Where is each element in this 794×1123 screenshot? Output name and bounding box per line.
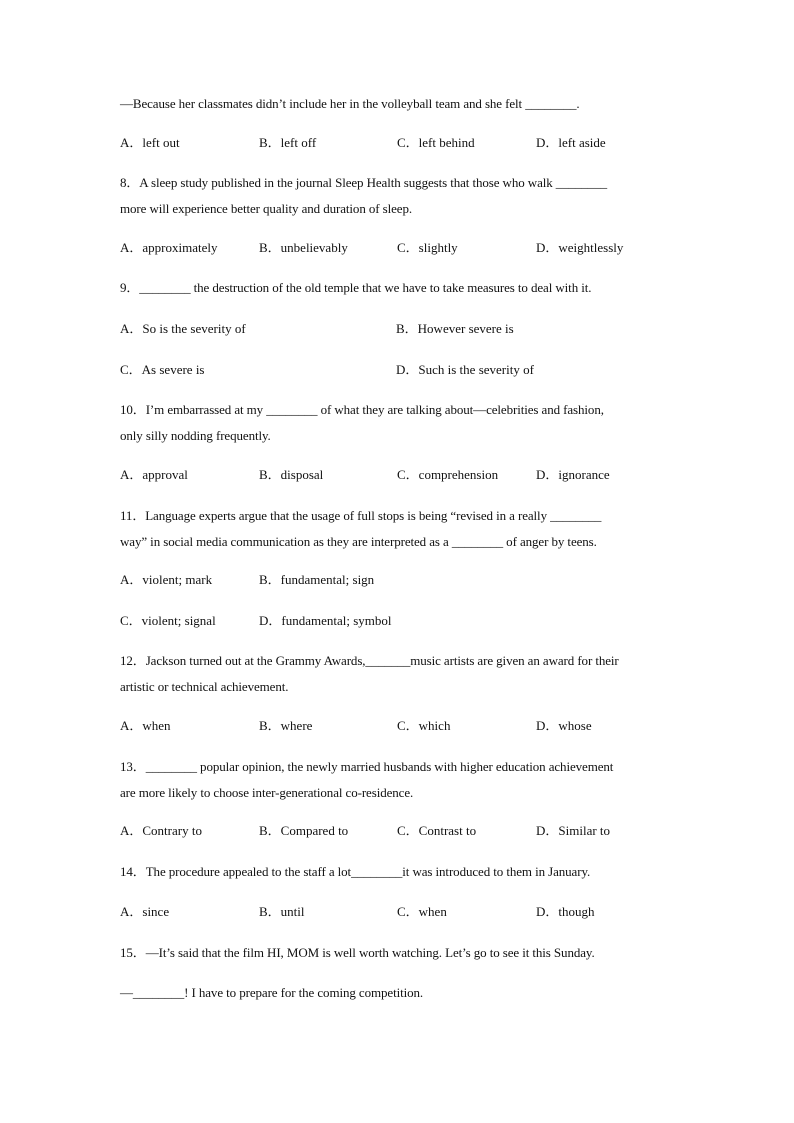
q9-option-d: D．Such is the severity of <box>396 362 534 377</box>
q14-text: 14．The procedure appealed to the staff a lot________it was introduced to them in January. <box>120 864 591 879</box>
q10-option-c: C．comprehension <box>397 467 499 482</box>
q13-text-line2: are more likely to choose inter-generational co-residence. <box>120 785 414 800</box>
q11-option-b: B．fundamental; sign <box>259 572 375 587</box>
q12-option-d: D．whose <box>536 718 592 733</box>
q10-text-line1: 10．I’m embarrassed at my ________ of what they are talking about—celebrities and fashion, <box>120 402 604 417</box>
q9-option-a: A．So is the severity of <box>120 321 246 336</box>
q11-option-d: D．fundamental; symbol <box>259 613 392 628</box>
q9-text: 9．________ the destruction of the old temple that we have to take measures to deal with it. <box>120 280 592 295</box>
q15-text-line2: —________! I have to prepare for the coming competition. <box>120 985 424 1000</box>
q7-option-c: C．left behind <box>397 135 475 150</box>
q14-option-a: A．since <box>120 904 170 919</box>
q11-text-line1: 11．Language experts argue that the usage of full stops is being “revised in a really ________ <box>120 508 602 523</box>
q7-option-d: D．left aside <box>536 135 606 150</box>
q9-option-b: B．However severe is <box>396 321 514 336</box>
q10-option-d: D．ignorance <box>536 467 610 482</box>
q15-text-line1: 15．—It’s said that the film HI, MOM is well worth watching. Let’s go to see it this Sunday. <box>120 945 595 960</box>
q7-text: —Because her classmates didn’t include her in the volleyball team and she felt ________. <box>120 96 580 111</box>
q8-option-d: D．weightlessly <box>536 240 624 255</box>
q10-text-line2: only silly nodding frequently. <box>120 428 271 443</box>
q14-option-b: B．until <box>259 904 305 919</box>
q7-option-a: A．left out <box>120 135 180 150</box>
q13-option-d: D．Similar to <box>536 823 611 838</box>
q10-option-a: A．approval <box>120 467 188 482</box>
q9-option-c: C．As severe is <box>120 362 205 377</box>
q12-option-c: C．which <box>397 718 451 733</box>
q13-option-c: C．Contrast to <box>397 823 477 838</box>
q8-text-line1: 8．A sleep study published in the journal Sleep Health suggests that those who walk ________ <box>120 175 608 190</box>
q8-option-a: A．approximately <box>120 240 218 255</box>
q8-text-line2: more will experience better quality and duration of sleep. <box>120 201 413 216</box>
q14-option-c: C．when <box>397 904 447 919</box>
q10-option-b: B．disposal <box>259 467 324 482</box>
q14-option-d: D．though <box>536 904 595 919</box>
q13-text-line1: 13．________ popular opinion, the newly married husbands with higher education achievement <box>120 759 614 774</box>
q12-text-line1: 12．Jackson turned out at the Grammy Awards,_______music artists are given an award for their <box>120 653 619 668</box>
q13-option-b: B．Compared to <box>259 823 349 838</box>
q8-option-b: B．unbelievably <box>259 240 348 255</box>
q8-option-c: C．slightly <box>397 240 458 255</box>
q12-option-b: B．where <box>259 718 313 733</box>
q11-option-c: C．violent; signal <box>120 613 216 628</box>
q13-option-a: A．Contrary to <box>120 823 202 838</box>
q12-text-line2: artistic or technical achievement. <box>120 679 289 694</box>
q12-option-a: A．when <box>120 718 171 733</box>
q11-option-a: A．violent; mark <box>120 572 213 587</box>
q7-option-b: B．left off <box>259 135 317 150</box>
q11-text-line2: way” in social media communication as they are interpreted as a ________ of anger by teens. <box>120 534 597 549</box>
